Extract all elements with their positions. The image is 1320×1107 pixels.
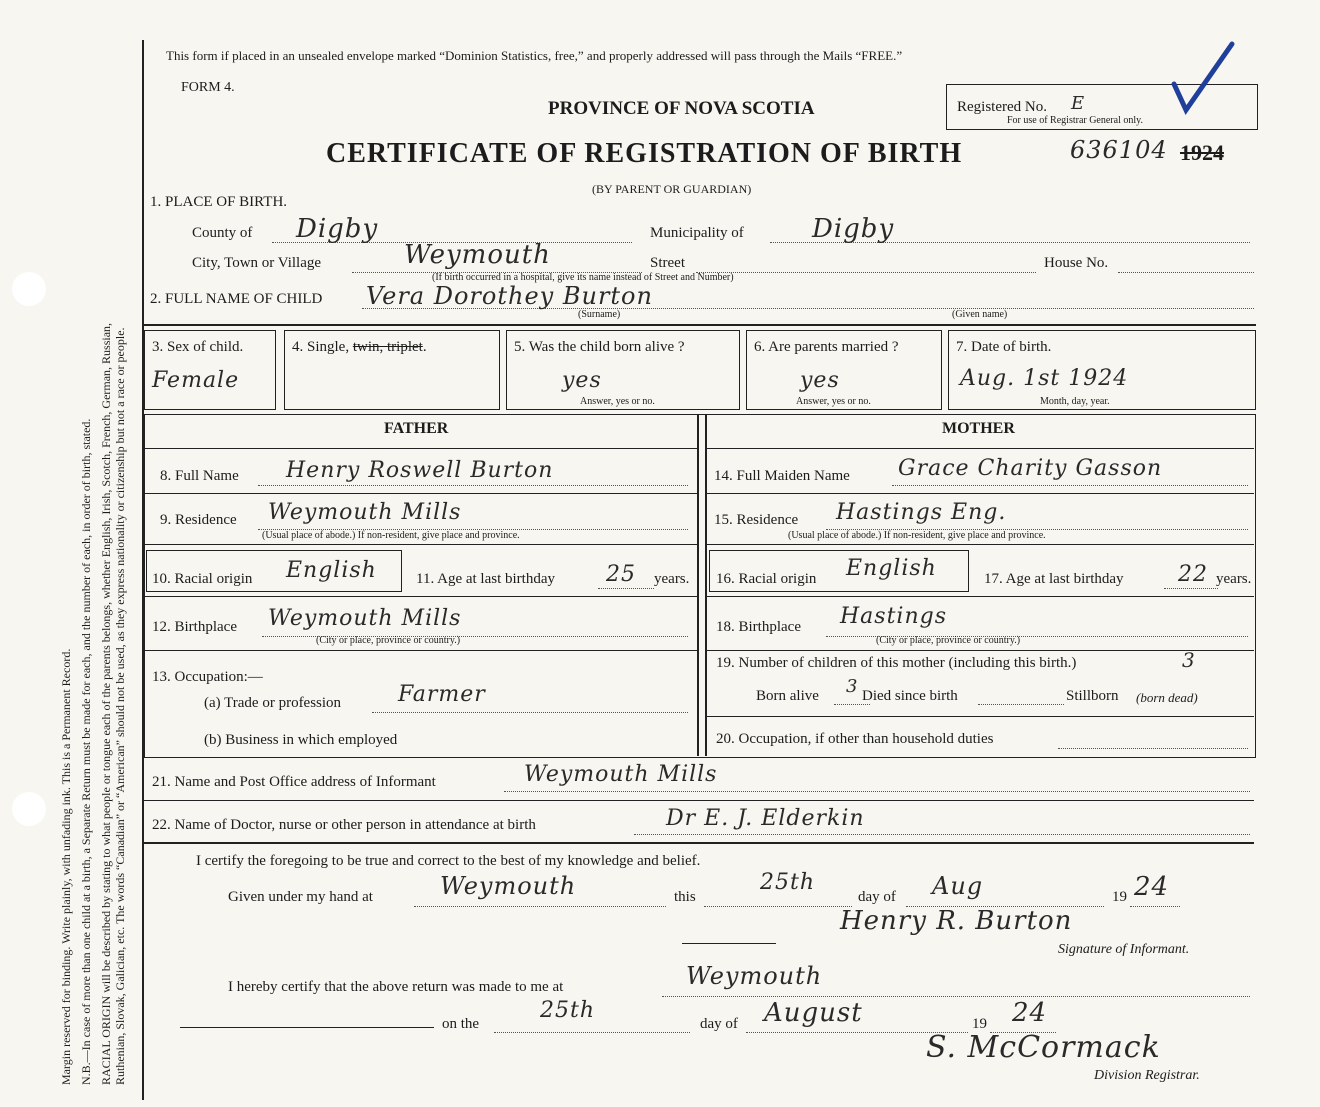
mother-age-value: 22 xyxy=(1178,562,1208,587)
plurality-suffix: . xyxy=(422,339,427,355)
father-heading: FATHER xyxy=(384,420,449,437)
house-no-label: House No. xyxy=(1044,255,1109,271)
father-age-value: 25 xyxy=(606,562,636,587)
sex-value: Female xyxy=(152,368,240,393)
reg-month-value: August xyxy=(764,998,863,1028)
mother-residence-label: 15. Residence xyxy=(714,512,799,528)
trade-label: (a) Trade or profession xyxy=(204,695,342,711)
check-mark-icon xyxy=(1168,40,1238,120)
registered-note: For use of Registrar General only. xyxy=(1007,115,1143,126)
day-of-label: day of xyxy=(858,889,896,905)
margin-note-racial-origin: RACIAL ORIGIN will be described by stating to what people or tongue each of the parents belongs, whether English, Irish, Scotch, French, German, Russian, xyxy=(99,322,113,1085)
mother-place-note: (City or place, province or country.) xyxy=(876,635,1021,646)
father-racial-label: 10. Racial origin xyxy=(152,571,253,587)
born-alive-value: yes xyxy=(562,368,602,393)
born-dead-note: (born dead) xyxy=(1136,690,1198,705)
informant-label: 21. Name and Post Office address of Informant xyxy=(152,774,436,790)
date-note: Month, day, year. xyxy=(1040,396,1110,407)
division-registrar-caption: Division Registrar. xyxy=(1094,1068,1200,1083)
plurality-prefix: 4. Single, xyxy=(292,339,353,355)
year-prefix-label-2: 19 xyxy=(972,1016,987,1032)
mother-racial-label: 16. Racial origin xyxy=(716,571,817,587)
margin-note-multiple-births: N.B.—In case of more than one child at a birth, a Separate Return must be made for each, and the number of each, in order of birth, stated. xyxy=(79,418,93,1085)
registrar-at-value: Weymouth xyxy=(686,962,823,990)
father-place-note: (City or place, province or country.) xyxy=(316,635,461,646)
plurality-struck: twin, triplet xyxy=(352,339,423,355)
given-at-value: Weymouth xyxy=(440,872,577,900)
signature-caption: Signature of Informant. xyxy=(1058,942,1190,957)
father-name-value: Henry Roswell Burton xyxy=(286,458,554,483)
born-alive-note: Answer, yes or no. xyxy=(580,396,655,407)
county-value: Digby xyxy=(296,214,379,244)
on-the-label: on the xyxy=(442,1016,480,1032)
father-years: years. xyxy=(654,571,690,587)
sex-label: 3. Sex of child. xyxy=(152,339,244,355)
given-month-value: Aug xyxy=(932,872,984,900)
father-racial-value: English xyxy=(286,558,377,583)
given-year-value: 24 xyxy=(1134,872,1170,902)
business-label: (b) Business in which employed xyxy=(204,732,398,748)
children-value: 3 xyxy=(1182,648,1196,672)
born-alive-count-label: Born alive xyxy=(756,688,819,704)
informant-value: Weymouth Mills xyxy=(524,762,718,787)
mother-heading: MOTHER xyxy=(942,420,1015,437)
doctor-label: 22. Name of Doctor, nurse or other person in attendance at birth xyxy=(152,817,536,833)
punch-hole xyxy=(12,272,46,306)
this-label: this xyxy=(674,889,696,905)
given-day-value: 25th xyxy=(760,870,816,895)
registration-number: 636104 xyxy=(1070,136,1168,164)
place-of-birth-label: 1. PLACE OF BIRTH. xyxy=(150,194,288,210)
father-residence-label: 9. Residence xyxy=(160,512,237,528)
certificate-subtitle: (BY PARENT OR GUARDIAN) xyxy=(592,182,752,196)
province-heading: PROVINCE OF NOVA SCOTIA xyxy=(548,98,815,119)
municipality-label: Municipality of xyxy=(650,225,744,241)
occupation-label: 13. Occupation:— xyxy=(152,669,263,685)
father-name-label: 8. Full Name xyxy=(160,468,239,484)
municipality-value: Digby xyxy=(812,214,895,244)
father-age-label: 11. Age at last birthday xyxy=(416,571,555,587)
married-value: yes xyxy=(800,368,840,393)
mother-abode-note: (Usual place of abode.) If non-resident, give place and province. xyxy=(788,530,1046,541)
title-year-mark: 1924 xyxy=(1180,140,1224,165)
mother-birthplace-label: 18. Birthplace xyxy=(716,619,801,635)
reg-year-value: 24 xyxy=(1012,998,1048,1028)
given-name-note: (Given name) xyxy=(952,309,1008,320)
date-of-birth-value: Aug. 1st 1924 xyxy=(960,366,1129,391)
informant-signature: Henry R. Burton xyxy=(840,906,1073,936)
certificate-title: CERTIFICATE OF REGISTRATION OF BIRTH xyxy=(326,138,963,169)
city-value: Weymouth xyxy=(404,240,551,270)
margin-note-binding: Margin reserved for binding. Write plainly, with unfading ink. This is a Permanent Record. xyxy=(59,648,73,1085)
married-label: 6. Are parents married ? xyxy=(754,339,899,355)
year-prefix-label: 19 xyxy=(1112,889,1127,905)
registrar-signature: S. McCormack xyxy=(926,1030,1161,1065)
surname-note: (Surname) xyxy=(578,309,621,320)
mother-age-label: 17. Age at last birthday xyxy=(984,571,1124,587)
mother-years: years. xyxy=(1216,571,1252,587)
trade-value: Farmer xyxy=(398,682,486,707)
stillborn-label: Stillborn xyxy=(1066,688,1119,704)
hospital-note: (If birth occurred in a hospital, give its name instead of Street and Number) xyxy=(432,272,734,283)
street-label: Street xyxy=(650,255,685,271)
registered-value: E xyxy=(1071,93,1086,114)
certify-statement: I certify the foregoing to be true and correct to the best of my knowledge and belief. xyxy=(196,853,701,869)
born-alive-count-value: 3 xyxy=(846,676,859,697)
mother-racial-value: English xyxy=(846,556,937,581)
day-of-label-2: day of xyxy=(700,1016,738,1032)
reg-day-value: 25th xyxy=(540,998,596,1023)
mother-name-label: 14. Full Maiden Name xyxy=(714,468,850,484)
children-label: 19. Number of children of this mother (including this birth.) xyxy=(716,655,1077,671)
born-alive-label: 5. Was the child born alive ? xyxy=(514,339,685,355)
mother-name-value: Grace Charity Gasson xyxy=(898,456,1163,481)
doctor-value: Dr E. J. Elderkin xyxy=(666,806,865,831)
mother-birthplace-value: Hastings xyxy=(840,604,948,629)
form-number: FORM 4. xyxy=(181,80,235,95)
father-birthplace-label: 12. Birthplace xyxy=(152,619,237,635)
city-label: City, Town or Village xyxy=(192,255,322,271)
married-note: Answer, yes or no. xyxy=(796,396,871,407)
registered-label: Registered No. xyxy=(957,99,1047,115)
county-label: County of xyxy=(192,225,253,241)
mail-notice: This form if placed in an unsealed envelope marked “Dominion Statistics, free,” and properly addressed will pass through the Mails “FREE.” xyxy=(166,48,903,63)
father-abode-note: (Usual place of abode.) If non-resident, give place and province. xyxy=(262,530,520,541)
full-name-label: 2. FULL NAME OF CHILD xyxy=(150,291,323,307)
punch-hole xyxy=(12,792,46,826)
given-under-label: Given under my hand at xyxy=(228,889,373,905)
date-of-birth-label: 7. Date of birth. xyxy=(956,339,1052,355)
father-birthplace-value: Weymouth Mills xyxy=(268,606,462,631)
hereby-statement: I hereby certify that the above return was made to me at xyxy=(228,979,564,995)
mother-residence-value: Hastings Eng. xyxy=(836,500,1007,525)
father-residence-value: Weymouth Mills xyxy=(268,500,462,525)
child-name-value: Vera Dorothey Burton xyxy=(366,282,653,310)
died-label: Died since birth xyxy=(862,688,958,704)
margin-note-nationality: Ruthenian, Slovak, Galician, etc. The words “Canadian” or “American” should not be used, as they express nationality or citizenship but not a race or people. xyxy=(113,327,127,1085)
plurality-label xyxy=(292,339,427,356)
mother-occupation-label: 20. Occupation, if other than household duties xyxy=(716,731,994,747)
